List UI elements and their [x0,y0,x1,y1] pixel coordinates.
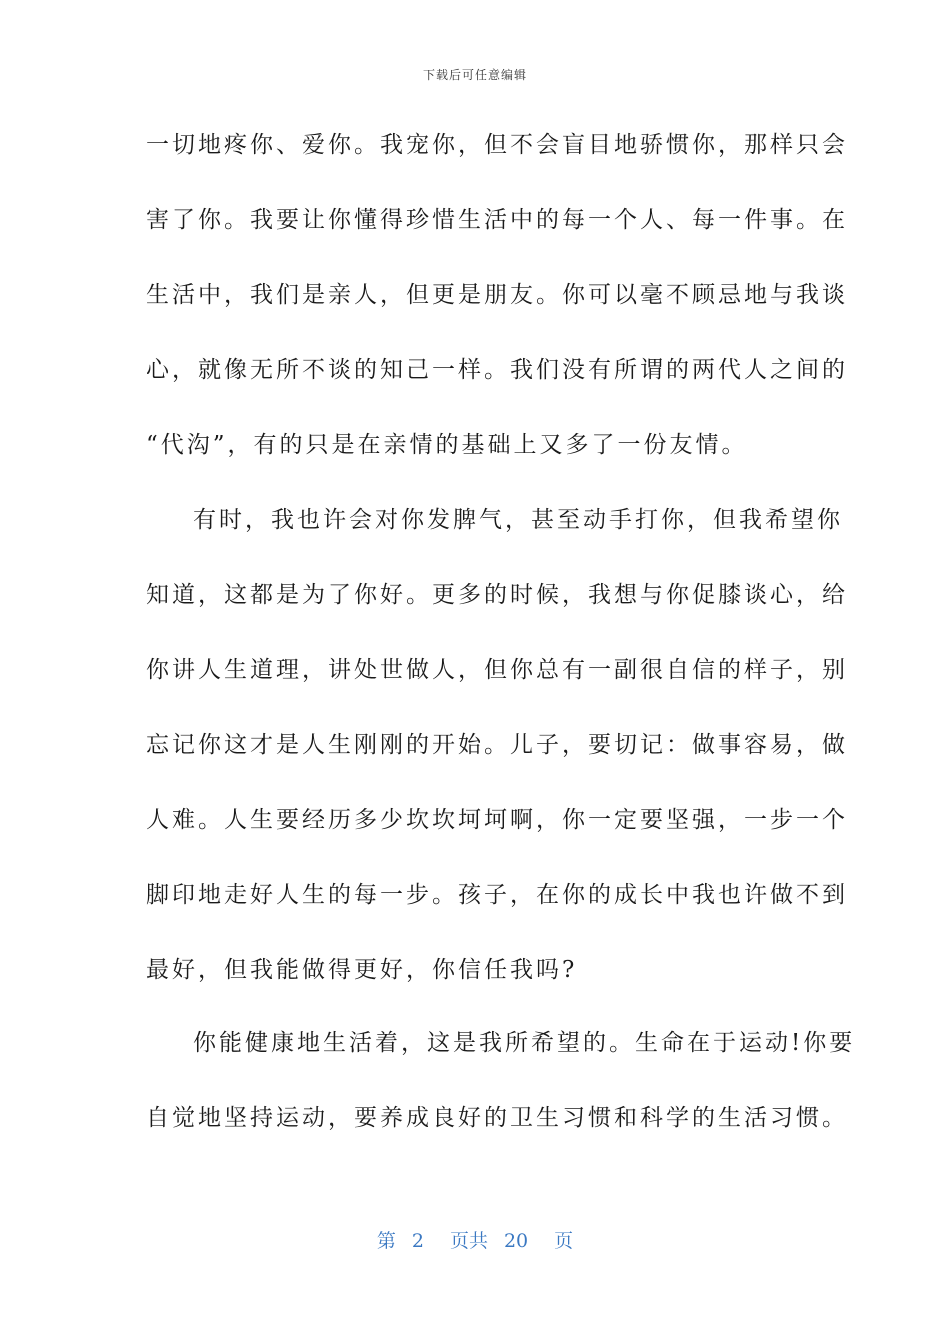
footer-middle: 页共 [449,1230,488,1252]
text-line: “代沟”，有的只是在亲情的基础上又多了一份友情。 [146,432,748,458]
text-line: 害了你。我要让你懂得珍惜生活中的每一个人、每一件事。在 [146,207,848,233]
text-line: 人难。人生要经历多少坎坎坷坷啊，你一定要坚强，一步一个 [146,807,848,833]
paragraph-start-line: 你能健康地生活着，这是我所希望的。生命在于运动!你要 [193,1030,856,1056]
footer-prefix: 第 [376,1230,396,1252]
paragraph-start-line: 有时，我也许会对你发脾气，甚至动手打你，但我希望你 [193,507,843,533]
page-number-footer [0,1226,950,1253]
current-page-number: 2 [411,1230,424,1252]
text-line: 一切地疼你、爱你。我宠你，但不会盲目地骄惯你，那样只会 [146,132,848,158]
text-line: 忘记你这才是人生刚刚的开始。儿子，要切记：做事容易，做 [146,732,848,758]
text-line: 心，就像无所不谈的知己一样。我们没有所谓的两代人之间的 [146,357,848,383]
header-note: 下载后可任意编辑 [422,68,527,82]
text-line: 知道，这都是为了你好。更多的时候，我想与你促膝谈心，给 [146,582,848,608]
text-line: 你讲人生道理，讲处世做人，但你总有一副很自信的样子，别 [146,657,848,683]
footer-suffix: 页 [554,1230,574,1252]
text-line: 自觉地坚持运动，要养成良好的卫生习惯和科学的生活习惯。 [146,1105,848,1131]
text-line: 生活中，我们是亲人，但更是朋友。你可以毫不顾忌地与我谈 [146,282,848,308]
text-line: 脚印地走好人生的每一步。孩子，在你的成长中我也许做不到 [146,882,848,908]
total-pages-number: 20 [503,1230,529,1252]
text-line: 最好，但我能做得更好，你信任我吗? [146,957,578,983]
